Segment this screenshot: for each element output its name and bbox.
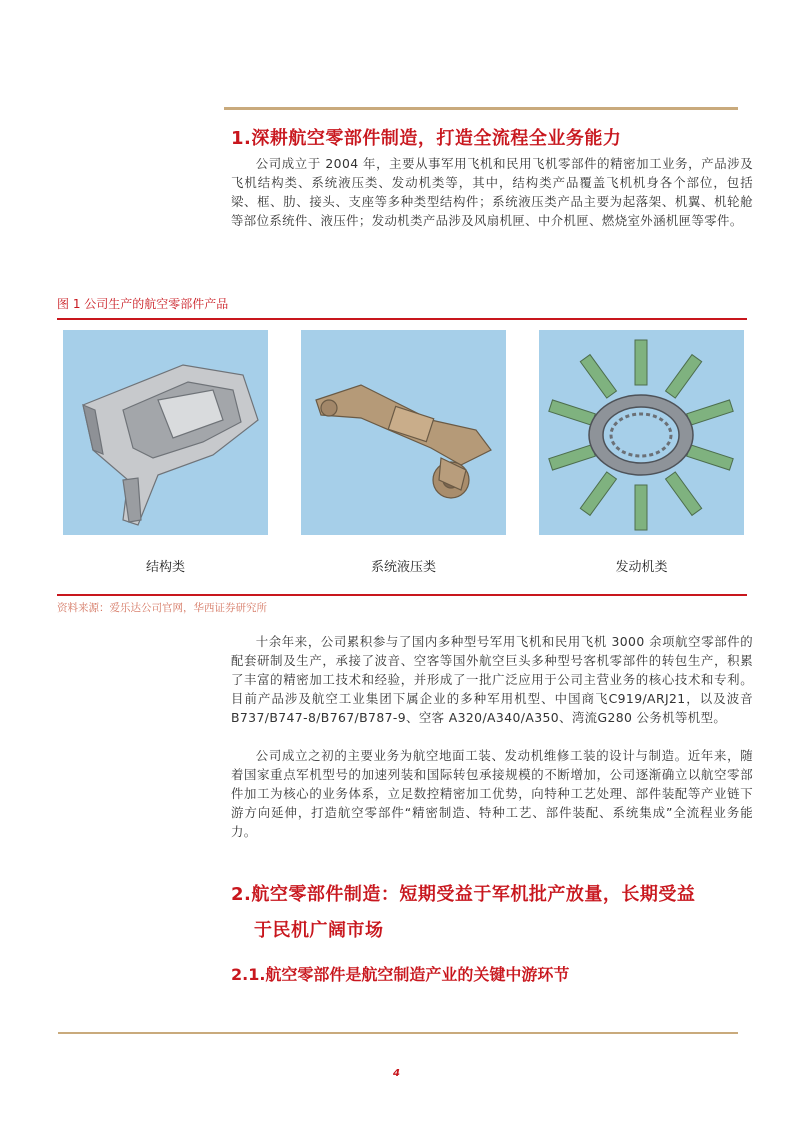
section-2-1-heading: 2.1.航空零部件是航空制造产业的关键中游环节 bbox=[231, 965, 570, 984]
section-2-heading-line-2: 于民机广阔市场 bbox=[254, 920, 384, 941]
section-1-heading: 1.深耕航空零部件制造，打造全流程全业务能力 bbox=[231, 128, 622, 149]
top-divider bbox=[224, 107, 738, 110]
caption-engine: 发动机类 bbox=[615, 560, 668, 575]
engine-part-image bbox=[539, 330, 744, 535]
section-2-heading-line-1: 2.航空零部件制造：短期受益于军机批产放量，长期受益 bbox=[231, 884, 696, 905]
figure-bottom-rule bbox=[57, 594, 747, 596]
figure-top-rule bbox=[57, 318, 747, 320]
caption-hydraulic: 系统液压类 bbox=[370, 560, 436, 575]
figure-title: 图 1 公司生产的航空零部件产品 bbox=[57, 297, 229, 311]
caption-structural: 结构类 bbox=[145, 560, 185, 575]
figure-source: 资料来源：爱乐达公司官网，华西证券研究所 bbox=[57, 602, 267, 614]
bottom-divider bbox=[58, 1032, 738, 1034]
hydraulic-part-image bbox=[301, 330, 506, 535]
body-paragraph-2: 十余年来，公司累积参与了国内多种型号军用飞机和民用飞机 3000 余项航空零部件的配套研制及生产，承接了波音、空客等国外航空巨头多种型号客机零部件的转包生产，积累了丰富的精密加工技术和经验，并形成了一批广泛应用于公司主营业务的核心技术和专利。目前产品涉及航空工业集团下属企业的多种军用机型、中国商飞C919/ARJ21，以及波音 B737/B747-8/B767/B787-9、空客 A320/A340/A350、湾流G280 公务机等机型。 bbox=[231, 634, 753, 725]
body-paragraph-3: 公司成立之初的主要业务为航空地面工装、发动机维修工装的设计与制造。近年来，随着国家重点军机型号的加速列装和国际转包承接规模的不断增加，公司逐渐确立以航空零部件加工为核心的业务体系，立足数控精密加工优势，向特种工艺处理、部件装配等产业链下游方向延伸，打造航空零部件“精密制造、特种工艺、部件装配、系统集成”全流程业务能力。 bbox=[231, 748, 753, 839]
page-number: 4 bbox=[393, 1068, 400, 1079]
section-1-paragraph: 公司成立于 2004 年，主要从事军用飞机和民用飞机零部件的精密加工业务，产品涉及飞机结构类、系统液压类、发动机类等，其中，结构类产品覆盖飞机机身各个部位，包括梁、框、肋、接头、支座等多种类型结构件；系统液压类产品主要为起落架、机翼、机轮舱等部位系统件、液压件；发动机类产品涉及风扇机匣、中介机匣、燃烧室外涵机匣等零件。 bbox=[231, 156, 753, 228]
structural-part-image bbox=[63, 330, 268, 535]
